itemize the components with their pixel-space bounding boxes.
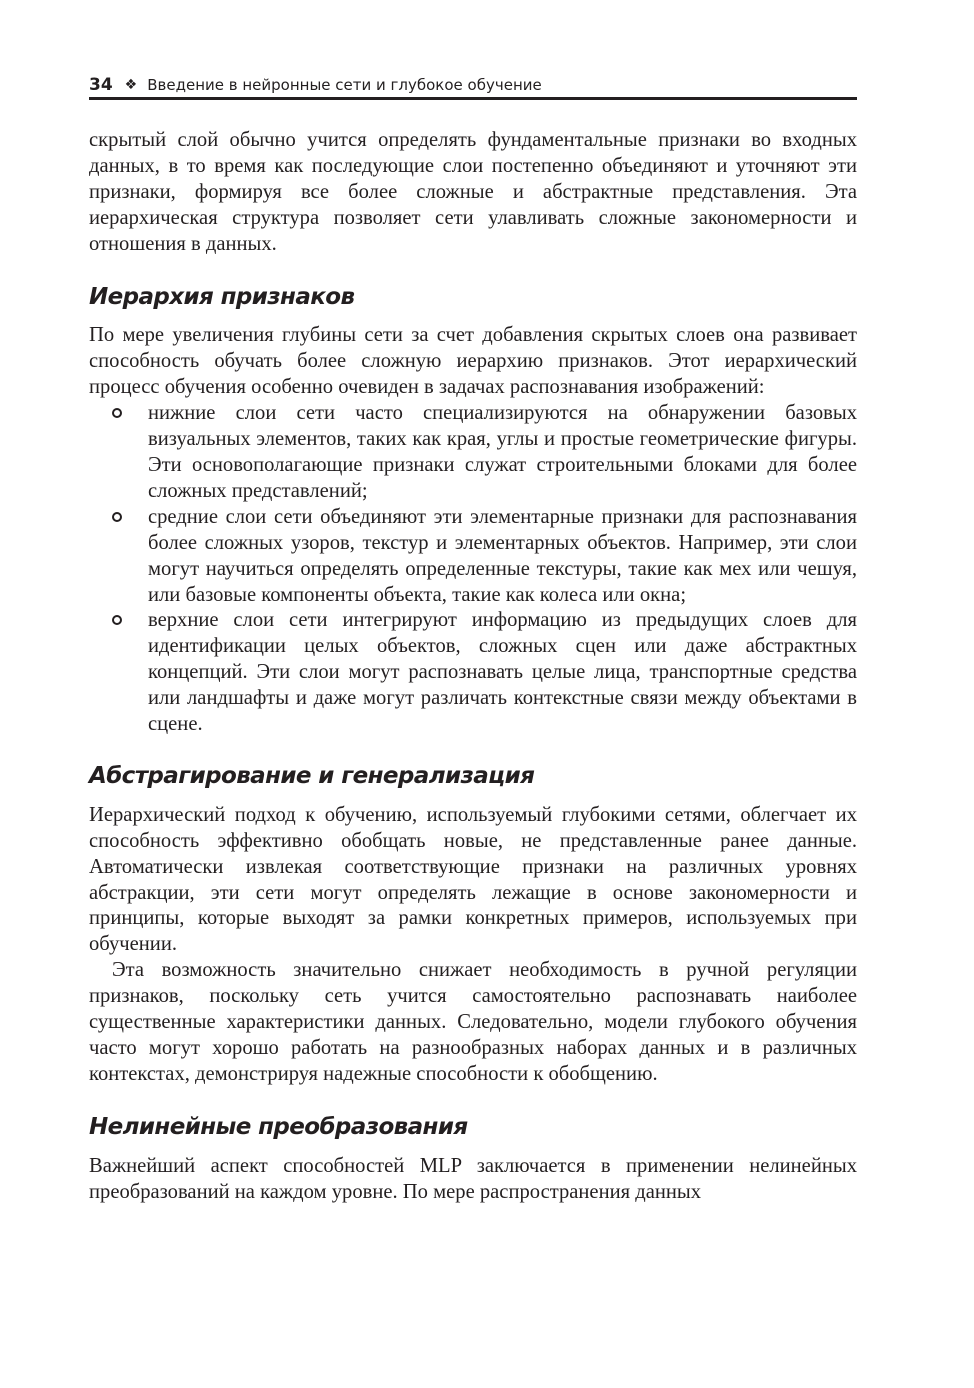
list-item: нижние слои сети часто специализируются на обнаружении базовых визуальных элементов, таких как края, углы и простые геометрические фигуры. Эти основополагающие признаки служат строительными блоками для более сложных представлений;: [148, 401, 857, 505]
running-header: [89, 72, 857, 98]
page-body: [89, 128, 857, 1206]
paragraph: Иерархический подход к обучению, используемый глубокими сетями, облегчает их способность эффективно обобщать новые, не представленные ранее данные. Автоматически извлекая соответствующие признаки на различных уровнях абстракции, эти сети могут определять лежащие в основе закономерности и принципы, которые выходят за рамки конкретных примеров, используемых при обучении.: [89, 803, 857, 956]
list-item: верхние слои сети интегрируют информацию из предыдущих слоев для идентификации целых объектов, сложных сцен или даже абстрактных концепций. Эти слои могут распознавать целые лица, транспортные средства или ландшафты и даже могут различать контекстные связи между объектами в сцене.: [148, 608, 857, 738]
header-rule: [89, 97, 857, 100]
section-heading: Иерархия признаков: [89, 283, 355, 310]
circle-bullet-icon: [112, 512, 122, 522]
paragraph: скрытый слой обычно учится определять фундаментальные признаки во входных данных, в то время как последующие слои постепенно объединяют и уточняют эти признаки, формируя все более сложные и абстрактные представления. Эта иерархическая структура позволяет сети улавливать сложные закономерности и отношения в данных.: [89, 129, 857, 255]
list-item: средние слои сети объединяют эти элементарные признаки для распознавания более сложных узоров, текстур и элементарных объектов. Например, эти слои могут научиться определять определенные текстуры, такие как мех или чешуя, или базовые компоненты объекта, такие как колеса или окна;: [148, 505, 857, 609]
section-heading: Абстрагирование и генерализация: [89, 762, 535, 789]
bullet-list: [89, 401, 857, 738]
paragraph: Важнейший аспект способностей MLP заключается в применении нелинейных преобразований на каждом уровне. По мере распространения данных: [89, 1154, 857, 1203]
page-number: 34: [89, 75, 113, 95]
running-title: Введение в нейронные сети и глубокое обучение: [147, 76, 542, 94]
circle-bullet-icon: [112, 615, 122, 625]
paragraph: По мере увеличения глубины сети за счет добавления скрытых слоев она развивает способность обучать более сложную иерархию признаков. Этот иерархический процесс обучения особенно очевиден в задачах распознавания изображений:: [89, 324, 857, 399]
paragraph: Эта возможность значительно снижает необходимость в ручной регуляции признаков, поскольку сеть учится самостоятельно распознавать наиболее существенные характеристики данных. Следовательно, модели глубокого обучения часто могут хорошо работать на разнообразных наборах данных и в различных контекстах, демонстрируя надежные способности к обобщению.: [89, 959, 857, 1085]
circle-bullet-icon: [112, 408, 122, 418]
four-diamond-ornament-icon: ❖: [124, 77, 138, 93]
section-heading: Нелинейные преобразования: [89, 1113, 468, 1140]
